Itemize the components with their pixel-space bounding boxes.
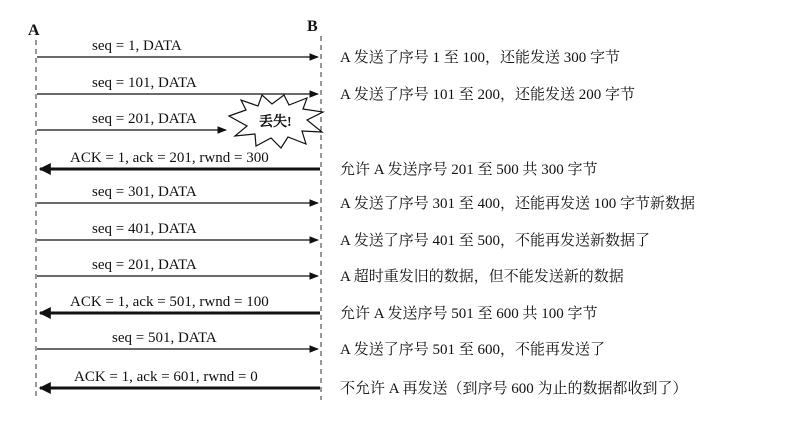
message-description: 允许 A 发送序号 201 至 500 共 300 字节 bbox=[340, 162, 598, 178]
message-description: A 发送了序号 501 至 600，不能再发送了 bbox=[340, 342, 606, 358]
message-description: A 发送了序号 1 至 100，还能发送 300 字节 bbox=[340, 50, 621, 66]
message-label: ACK = 1, ack = 601, rwnd = 0 bbox=[74, 369, 258, 385]
message-description: A 发送了序号 401 至 500，不能再发送新数据了 bbox=[340, 233, 651, 249]
message-description: A 发送了序号 101 至 200，还能发送 200 字节 bbox=[340, 87, 636, 103]
message-label: seq = 1, DATA bbox=[92, 38, 182, 54]
message-label: ACK = 1, ack = 201, rwnd = 300 bbox=[70, 150, 269, 166]
message-description: A 超时重发旧的数据，但不能发送新的数据 bbox=[340, 269, 624, 285]
message-label: seq = 201, DATA bbox=[92, 257, 197, 273]
host-a-label: A bbox=[28, 22, 40, 39]
message-description: A 发送了序号 301 至 400，还能再发送 100 字节新数据 bbox=[340, 196, 696, 212]
message-label: seq = 101, DATA bbox=[92, 75, 197, 91]
message-label: seq = 401, DATA bbox=[92, 221, 197, 237]
message-description: 不允许 A 再发送（到序号 600 为止的数据都收到了） bbox=[340, 381, 688, 397]
loss-indicator bbox=[229, 95, 323, 148]
message-list bbox=[37, 38, 695, 397]
loss-label: 丢失! bbox=[259, 115, 292, 130]
message-label: seq = 301, DATA bbox=[92, 184, 197, 200]
message-label: ACK = 1, ack = 501, rwnd = 100 bbox=[70, 294, 269, 310]
message-label: seq = 201, DATA bbox=[92, 111, 197, 127]
host-b-label: B bbox=[307, 18, 318, 35]
message-label: seq = 501, DATA bbox=[112, 330, 217, 346]
message-description: 允许 A 发送序号 501 至 600 共 100 字节 bbox=[340, 306, 598, 322]
